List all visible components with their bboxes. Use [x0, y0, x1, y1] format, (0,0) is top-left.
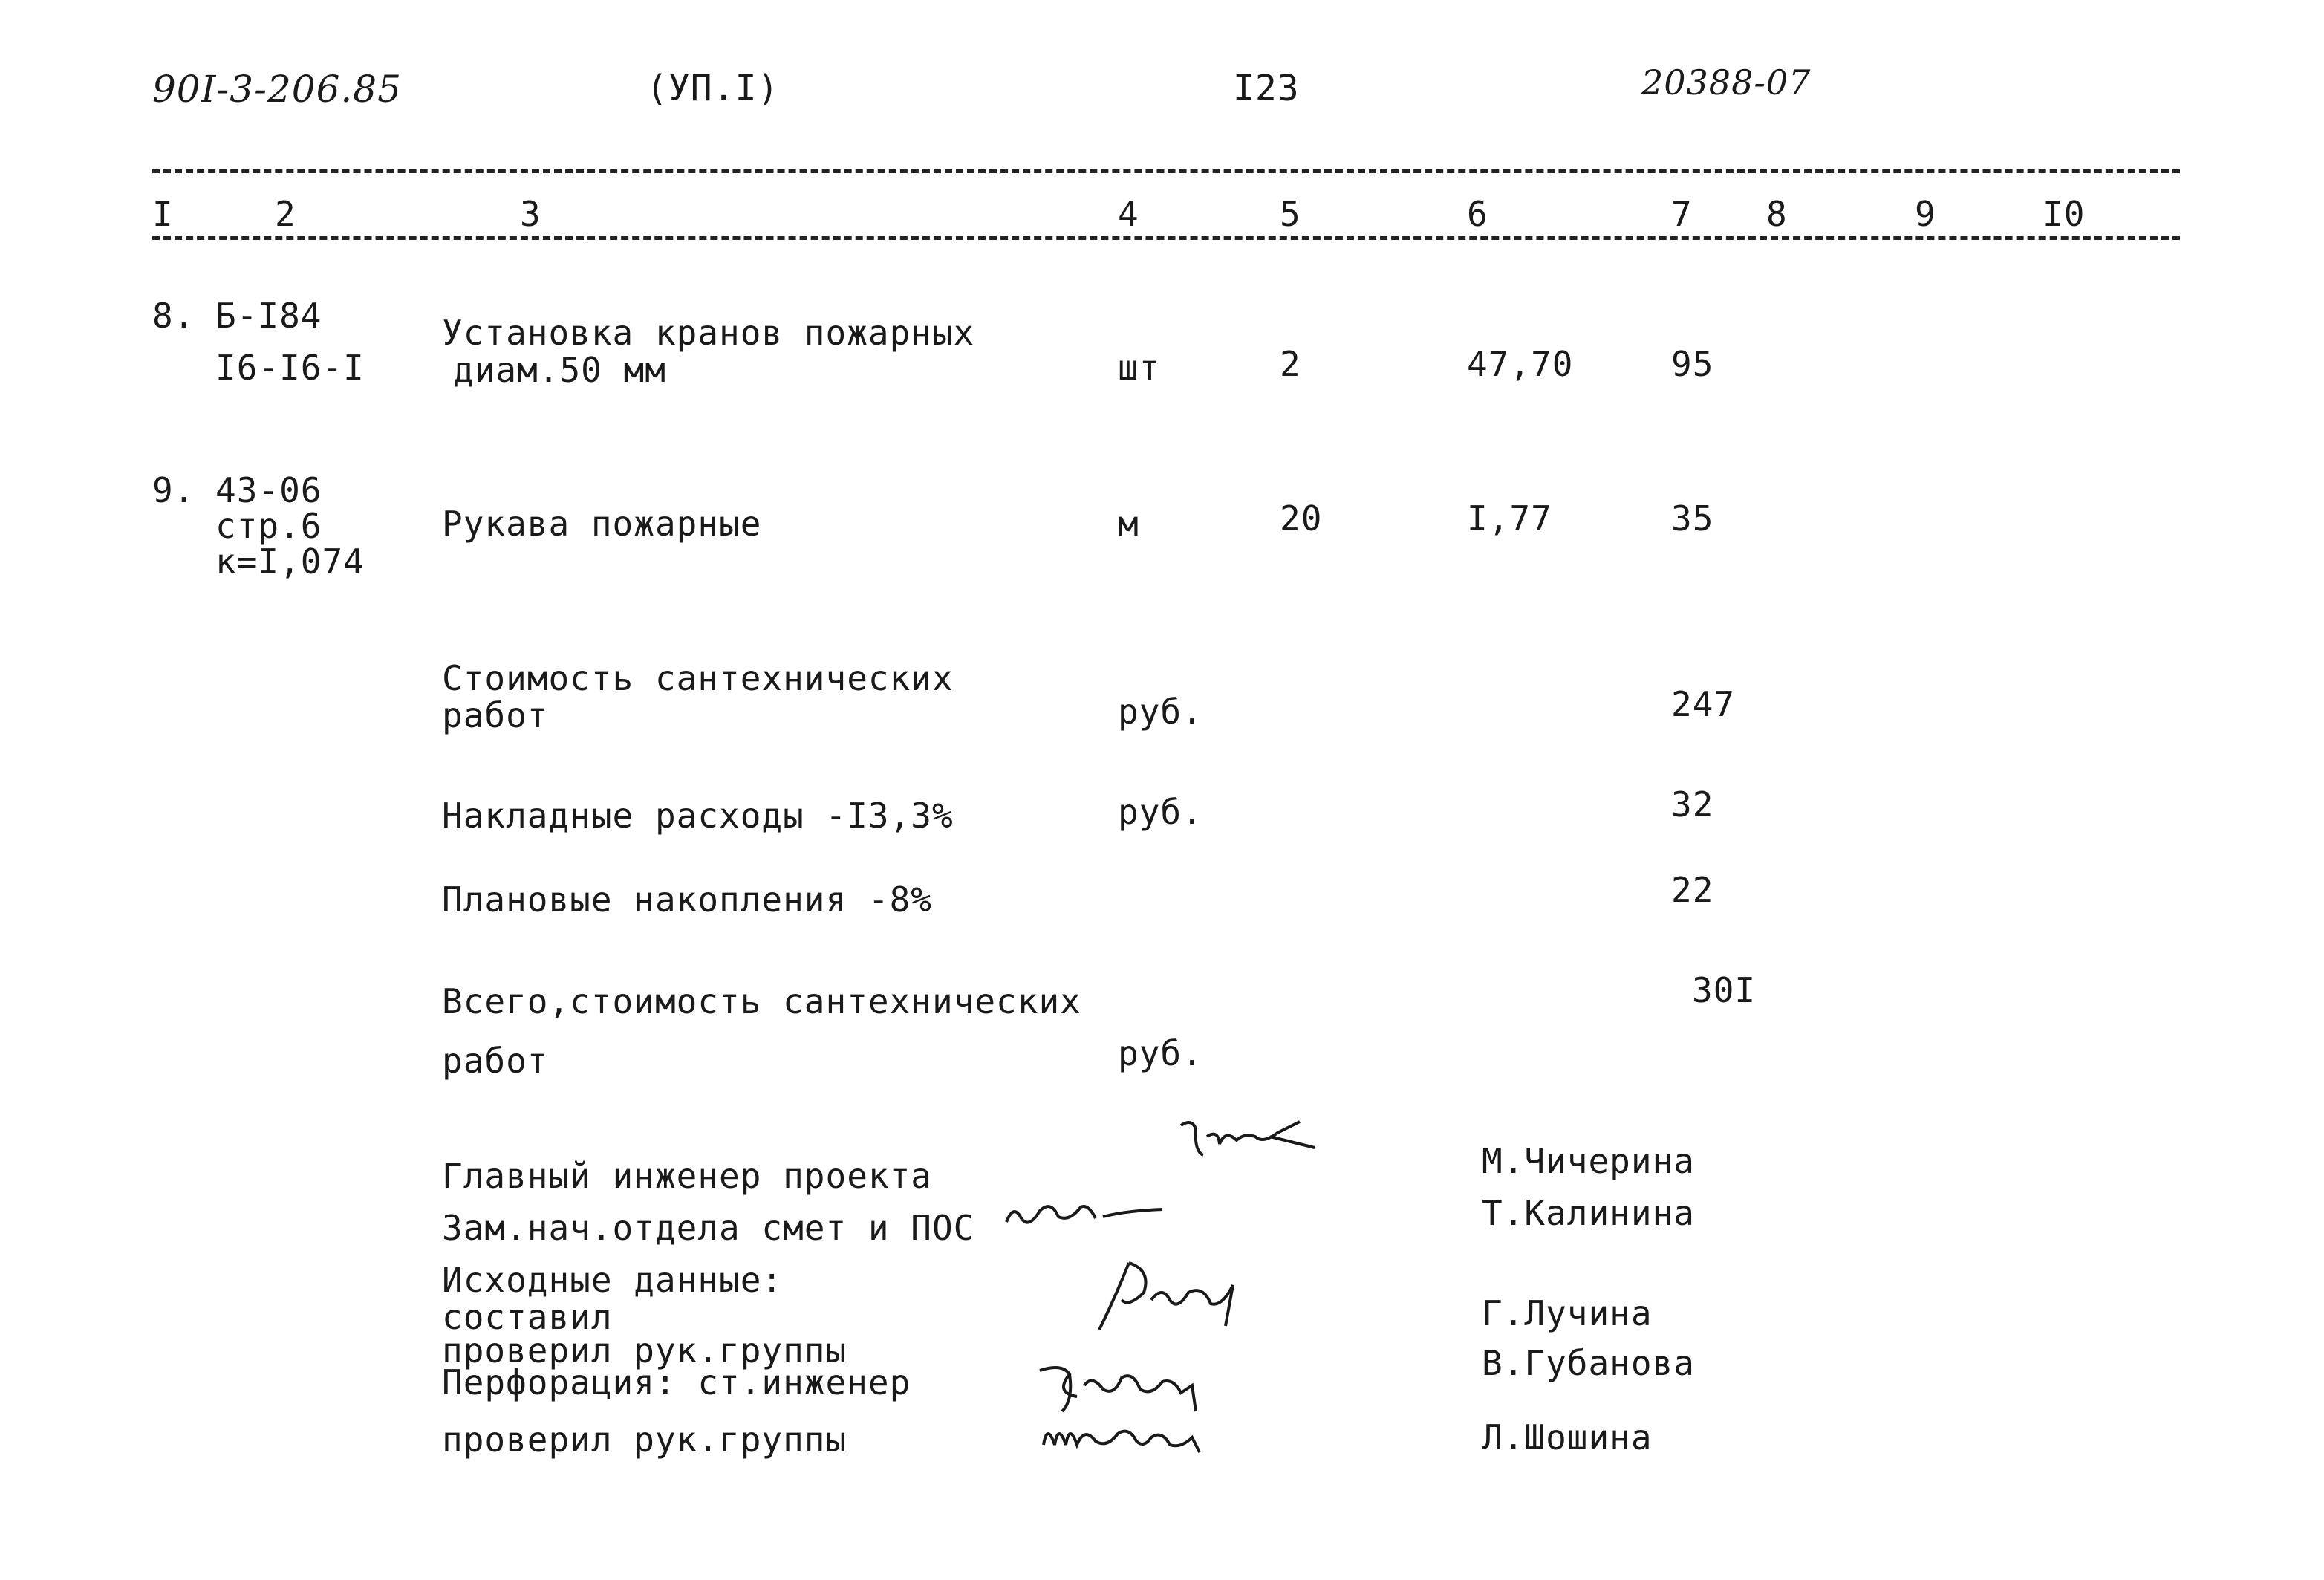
name-kalinina: Т.Калинина [1482, 1193, 1695, 1233]
summary-label: Накладные расходы -I3,3% [442, 796, 954, 836]
row-code-line-1: Б-I84 [215, 296, 322, 336]
summary-label-line-2: работ [442, 1041, 549, 1081]
row-name-line-1: Рукава пожарные [442, 504, 762, 544]
row-price: 47,70 [1467, 344, 1574, 384]
column-header-8: 8 [1766, 194, 1788, 234]
row-quantity: 2 [1280, 344, 1301, 384]
row-number: 8. [152, 296, 195, 336]
row-code-line-2: I6-I6-I [215, 348, 365, 388]
signature-shoshina [1032, 1408, 1226, 1460]
signature-gubanova [1032, 1356, 1211, 1415]
name-chicherina: М.Чичерина [1482, 1141, 1695, 1181]
role-checked-by: проверил рук.группы [442, 1330, 847, 1371]
signature-luchina [1084, 1255, 1248, 1345]
column-header-1: I [152, 194, 174, 234]
row-quantity: 20 [1280, 498, 1323, 539]
summary-label: Плановые накопления -8% [442, 880, 932, 920]
summary-total: 32 [1671, 784, 1714, 825]
column-header-underline [152, 236, 2180, 240]
signature-chicherina [1174, 1114, 1322, 1174]
row-name-line-2: диам.50 мм [453, 350, 666, 390]
role-compiled-by: составил [442, 1297, 613, 1337]
column-header-6: 6 [1467, 194, 1488, 234]
signature-kalinina [999, 1189, 1170, 1241]
name-shoshina: Л.Шошина [1482, 1417, 1653, 1457]
row-price: I,77 [1467, 498, 1552, 539]
summary-total: 30I [1692, 970, 1757, 1010]
summary-label-line-1: Стоимость сантехнических [442, 658, 954, 698]
column-header-2: 2 [275, 194, 296, 234]
row-total: 35 [1671, 498, 1714, 539]
role-perforation: Перфорация: ст.инженер [442, 1362, 911, 1402]
row-code-line-3: к=I,074 [215, 542, 365, 582]
page-number: I23 [1233, 68, 1300, 109]
column-header-10: I0 [2043, 194, 2086, 234]
role-deputy-head: Зам.нач.отдела смет и ПОС [442, 1208, 975, 1248]
stamp-number: 20388-07 [1641, 62, 1812, 103]
row-total: 95 [1671, 344, 1714, 384]
row-unit: шт [1118, 348, 1161, 388]
column-header-7: 7 [1671, 194, 1693, 234]
column-header-4: 4 [1118, 194, 1139, 234]
name-luchina: Г.Лучина [1482, 1293, 1653, 1333]
header-divider [152, 169, 2180, 173]
row-unit: м [1118, 504, 1139, 544]
role-chief-engineer: Главный инженер проекта [442, 1156, 932, 1196]
row-name-line-1: Установка кранов пожарных [442, 313, 975, 353]
summary-unit: руб. [1118, 792, 1203, 832]
source-data-label: Исходные данные: [442, 1260, 784, 1300]
name-gubanova: В.Губанова [1482, 1343, 1695, 1383]
summary-unit: руб. [1118, 1033, 1203, 1073]
role-checked-by-2: проверил рук.группы [442, 1420, 847, 1460]
column-header-5: 5 [1280, 194, 1301, 234]
document-code: 90I-3-206.85 [152, 68, 402, 111]
summary-total: 22 [1671, 870, 1714, 910]
column-header-9: 9 [1915, 194, 1936, 234]
row-code-line-2: стр.6 [215, 506, 322, 546]
column-header-3: 3 [520, 194, 541, 234]
row-number: 9. [152, 470, 195, 510]
album-label: (УП.I) [646, 68, 780, 109]
summary-total: 247 [1671, 684, 1736, 724]
row-code-line-1: 43-06 [215, 470, 322, 510]
summary-label-line-2: работ [442, 695, 549, 735]
summary-unit: руб. [1118, 692, 1203, 732]
summary-label-line-1: Всего,стоимость сантехнических [442, 981, 1081, 1021]
